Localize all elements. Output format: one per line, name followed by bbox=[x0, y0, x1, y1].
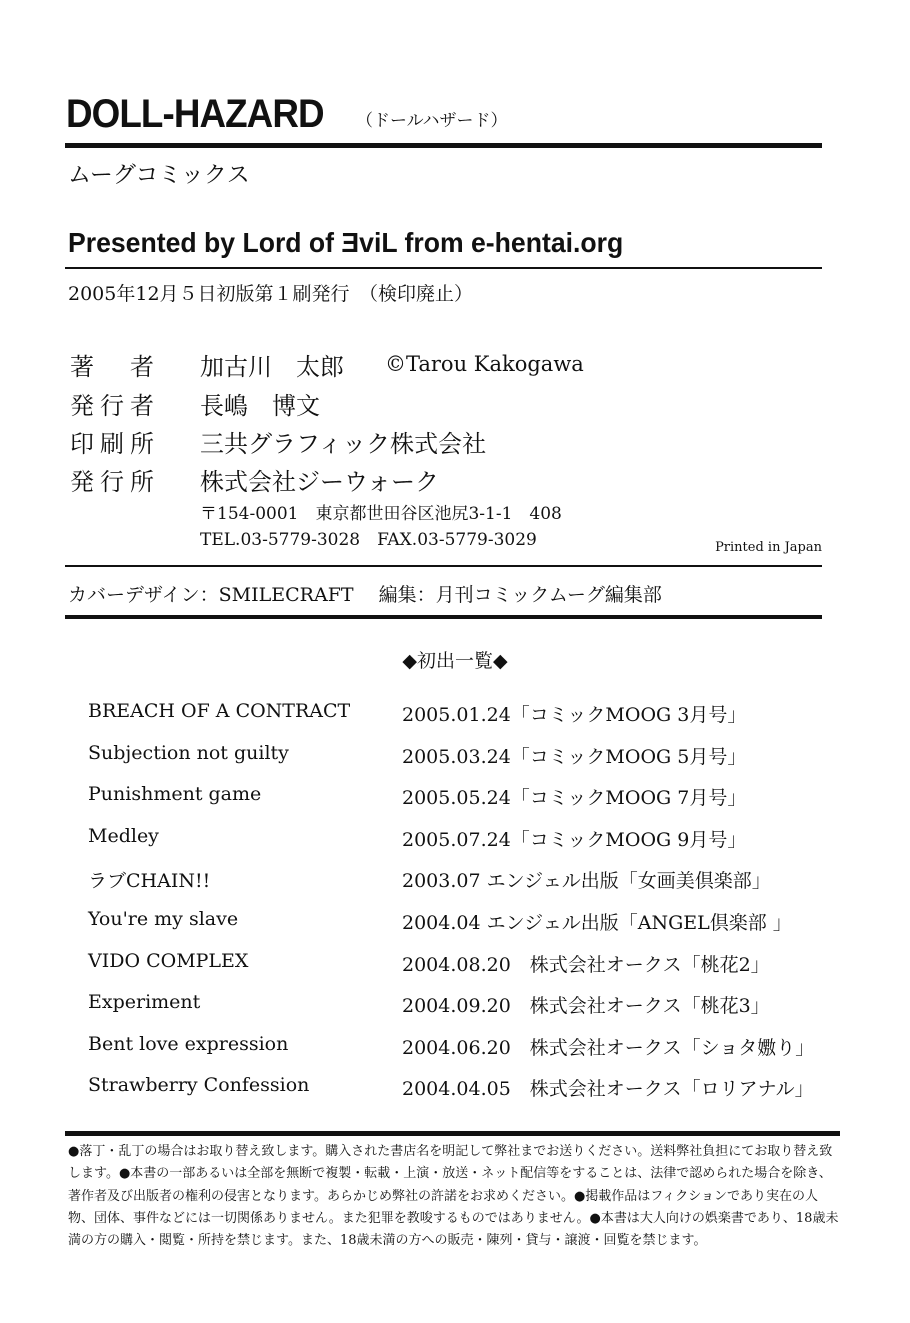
work-source: 2004.04.05 株式会社オークス「ロリアナル」 bbox=[402, 1078, 814, 1101]
list-item bbox=[88, 908, 848, 938]
work-title: Bent love expression bbox=[88, 1032, 289, 1055]
work-source: 2005.07.24「コミックMOOG 9月号」 bbox=[402, 828, 747, 851]
staff-credits: カバーデザイン：SMILECRAFT 編集：月刊コミックムーグ編集部 bbox=[68, 584, 662, 606]
work-source: 2004.09.20 株式会社オークス「桃花3」 bbox=[402, 995, 770, 1018]
work-title: VIDO COMPLEX bbox=[88, 949, 249, 972]
list-item bbox=[88, 866, 848, 896]
work-title: Strawberry Confession bbox=[88, 1074, 310, 1097]
list-item bbox=[88, 950, 848, 980]
credit-name: 株式会社ジーウォーク bbox=[200, 468, 440, 496]
copyright: ©Tarou Kakogawa bbox=[385, 352, 584, 376]
book-title: DOLL-HAZARD bbox=[66, 92, 324, 136]
printed-in-japan: Printed in Japan bbox=[715, 540, 822, 555]
credit-name: 三共グラフィック株式会社 bbox=[200, 430, 487, 458]
title-reading: （ドールハザード） bbox=[356, 111, 508, 131]
presented-by: Presented by Lord of ƎviL from e-hentai.org bbox=[68, 227, 624, 258]
work-source: 2004.04 エンジェル出版「ANGEL倶楽部 」 bbox=[402, 912, 792, 934]
work-title: Medley bbox=[88, 824, 159, 847]
work-source: 2004.08.20 株式会社オークス「桃花2」 bbox=[402, 953, 770, 976]
phone-fax: TEL.03-5779-3028 FAX.03-5779-3029 bbox=[200, 530, 537, 550]
list-item bbox=[88, 1074, 848, 1104]
list-item bbox=[88, 700, 848, 730]
work-title: You're my slave bbox=[88, 908, 239, 930]
work-title: Subjection not guilty bbox=[88, 741, 289, 764]
work-source: 2005.05.24「コミックMOOG 7月号」 bbox=[402, 787, 747, 810]
legal-notes: ●落丁・乱丁の場合はお取り替え致します。購入された書店名を明記して弊社までお送りください。送料弊社負担にてお取り替え致します。●本書の一部あるいは全部を無断で複製・転載・上演・放送・ネット配信等をすることは、法律で認められた場合を除き、著作者及び出版者の権利の侵害となります。あらかじめ弊社の許諾をお求めください。●掲載作品はフィクションであり実在の人物、団体、事件などには一切関係ありません。また犯罪を教唆するものではありません。●本書は大人向けの娯楽書であり、18歳未満の方の購入・閲覧・所持を禁じます。また、18歳未満の方への販売・陳列・貸与・譲渡・回覧を禁じます。 bbox=[68, 1144, 839, 1249]
list-item bbox=[88, 783, 848, 813]
list-item bbox=[88, 825, 848, 855]
publication-date: 2005年12月５日初版第１刷発行 （検印廃止） bbox=[68, 283, 474, 305]
divider bbox=[65, 1131, 840, 1136]
address: 〒154-0001 東京都世田谷区池尻3-1-1 408 bbox=[200, 504, 562, 524]
imprint-label: ムーグコミックス bbox=[68, 161, 250, 187]
credit-role: 発行者 bbox=[70, 392, 160, 420]
work-title: BREACH OF A CONTRACT bbox=[88, 700, 351, 722]
divider bbox=[65, 615, 822, 619]
credit-name: 加古川 太郎 bbox=[200, 353, 344, 381]
divider bbox=[65, 143, 822, 148]
credit-role: 発行所 bbox=[70, 468, 160, 496]
list-item bbox=[88, 991, 848, 1021]
work-source: 2003.07 エンジェル出版「女画美倶楽部」 bbox=[402, 870, 771, 893]
list-item bbox=[88, 1033, 848, 1063]
work-title: Experiment bbox=[88, 991, 201, 1014]
work-source: 2005.03.24「コミックMOOG 5月号」 bbox=[402, 745, 747, 768]
list-item bbox=[88, 742, 848, 772]
credit-name: 長嶋 博文 bbox=[200, 392, 320, 420]
divider bbox=[65, 565, 822, 567]
work-source: 2004.06.20 株式会社オークス「ショタ嫐り」 bbox=[402, 1036, 815, 1059]
first-appearance-heading: ◆初出一覧◆ bbox=[402, 650, 508, 672]
work-title: ラブCHAIN!! bbox=[88, 870, 211, 893]
work-source: 2005.01.24「コミックMOOG 3月号」 bbox=[402, 704, 747, 726]
work-title: Punishment game bbox=[88, 783, 262, 806]
divider bbox=[65, 267, 822, 269]
credit-role: 印刷所 bbox=[70, 430, 160, 458]
credit-role: 著 者 bbox=[70, 353, 160, 381]
